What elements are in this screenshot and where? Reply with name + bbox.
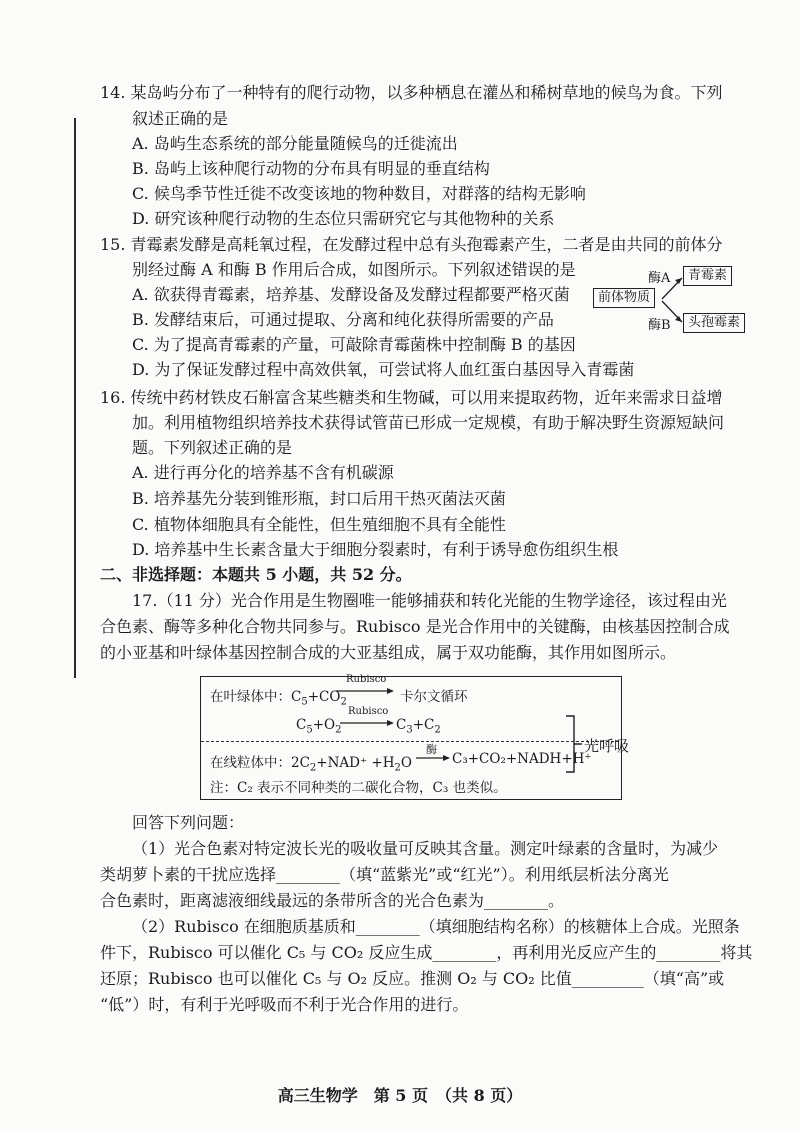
- chloroplast-reaction: 在叶绿体中：$C_5+CO_2$: [210, 689, 347, 708]
- q15-option-a: A. 欲获得青霉素，培养基、发酵设备及发酵过程都要严格灭菌: [132, 285, 570, 304]
- box-note: 注：C₂ 表示不同种类的二碳化合物，C₃ 也类似。: [210, 780, 507, 796]
- q17-stem-line3: 的小亚基和叶绿体基因控制合成的大亚基组成，属于双功能酶，其作用如图所示。: [100, 643, 677, 662]
- eq3-nad: +NAD⁺ +H: [316, 755, 395, 771]
- q17-stem-line1: 17.（11 分）光合作用是生物圈唯一能够捕获和转化光能的生物学途径，该过程由光: [132, 591, 727, 610]
- enzyme-b-label: 酶B: [648, 318, 671, 333]
- q17-part1-line2: 类胡萝卜素的干扰应选择________（填“蓝紫光”或“红光”）。利用纸层析法分离光: [100, 865, 669, 884]
- q17-part2-line2: 件下，Rubisco 可以催化 C₅ 与 CO₂ 反应生成________，再利用光反应产生的________将其: [100, 943, 753, 962]
- box-divider: [201, 741, 619, 742]
- q14-option-b: B. 岛屿上该种爬行动物的分布具有明显的垂直结构: [132, 159, 490, 178]
- enzyme-label: 酶: [426, 743, 437, 756]
- q14-option-c: C. 候鸟季节性迁徙不改变该地的物种数目，对群落的结构无影响: [132, 184, 586, 203]
- q14-option-d: D. 研究该种爬行动物的生态位只需研究它与其他物种的关系: [132, 209, 555, 228]
- eq2-o: +O: [312, 717, 336, 733]
- enzyme-a-label: 酶A: [648, 271, 671, 286]
- q16-stem-line2: 加。利用植物组织培养技术获得试管苗已形成一定规模，有助于解决野生资源短缺问: [132, 413, 725, 432]
- chloroplast-prefix: 在叶绿体中：C: [210, 689, 302, 705]
- q15-option-c: C. 为了提高青霉素的产量，可敲除青霉菌株中控制酶 B 的基因: [132, 335, 576, 354]
- rubisco-label-1: Rubisco: [346, 674, 387, 685]
- q17-part1-line3: 合色素时，距离滤液细线最远的条带所含的光合色素为________。: [100, 891, 565, 910]
- eq2-c: C: [296, 717, 307, 733]
- rubisco-label-2: Rubisco: [348, 706, 389, 717]
- q17-part2-line3: 还原；Rubisco 也可以催化 C₅ 与 O₂ 反应。推测 O₂ 与 CO₂ 比值_________（填“高”或: [100, 969, 725, 988]
- mito-prefix: 在线粒体中：2C: [210, 755, 310, 771]
- q14-stem-line1: 14. 某岛屿分布了一种特有的爬行动物，以多种栖息在灌丛和稀树草地的候鸟为食。下列: [100, 83, 723, 102]
- q15-stem-line2: 别经过酶 A 和酶 B 作用后合成，如图所示。下列叙述错误的是: [132, 260, 576, 279]
- reaction-arrow-2: [340, 718, 396, 728]
- q15-option-b: B. 发酵结束后，可通过提取、分离和纯化获得所需要的产品: [132, 310, 554, 329]
- eq3-o: O: [400, 755, 412, 771]
- q17-part2-line4: “低”）时，有利于光呼吸而不利于光合作用的进行。: [100, 995, 469, 1014]
- q17-part2-line1: （2）Rubisco 在细胞质基质和________（填细胞结构名称）的核糖体上合成。光照条: [132, 917, 740, 936]
- q15-option-d: D. 为了保证发酵过程中高效供氧，可尝试将人血红蛋白基因导入青霉菌: [132, 360, 635, 379]
- q16-option-d: D. 培养基中生长素含量大于细胞分裂素时，有利于诱导愈伤组织生根: [132, 540, 619, 559]
- q14-option-a: A. 岛屿生态系统的部分能量随候鸟的迁徙流出: [132, 134, 458, 153]
- q17-answer-intro: 回答下列问题：: [132, 813, 245, 832]
- q16-stem-line3: 题。下列叙述正确的是: [132, 438, 293, 457]
- mitochondria-reaction: 在线粒体中：$2C_2+NAD^+ +H_2O$: [210, 755, 412, 774]
- eq2-c2: +C: [412, 717, 435, 733]
- q17-stem-line2: 合色素、酶等多种化合物共同参与。Rubisco 是光合作用中的关键酶，由核基因控制合成: [100, 617, 730, 636]
- branch-arrows: [660, 270, 686, 330]
- penicillin-box: 青霉素: [683, 266, 732, 286]
- q14-stem-line2: 叙述正确的是: [132, 109, 229, 128]
- binding-margin-line: [74, 118, 76, 678]
- mitochondria-products: C₃+CO₂+NADH+H⁺: [452, 751, 592, 767]
- precursor-box: 前体物质: [593, 288, 655, 308]
- reaction-arrow-1: [336, 686, 396, 696]
- calvin-cycle-label: 卡尔文循环: [400, 689, 468, 705]
- q15-stem-line1: 15. 青霉素发酵是高耗氧过程，在发酵过程中总有头孢霉素产生，二者是由共同的前体分: [100, 235, 723, 254]
- oxygenation-products: $C_3+C_2$: [396, 717, 441, 736]
- photorespiration-bracket: [562, 712, 586, 776]
- eq2-c3: C: [396, 717, 407, 733]
- q17-part1-line1: （1）光合色素对特定波长光的吸收量可反映其含量。测定叶绿素的含量时，为减少: [132, 839, 719, 858]
- q16-option-b: B. 培养基先分装到锥形瓶，封口后用干热灭菌法灭菌: [132, 489, 506, 508]
- oxygenation-reaction: $C_5+O_2$: [296, 717, 342, 736]
- eq1-co: +CO: [307, 689, 341, 705]
- section-2-heading: 二、非选择题：本题共 5 小题，共 52 分。: [100, 565, 412, 584]
- q16-stem-line1: 16. 传统中药材铁皮石斛富含某些糖类和生物碱，可以用来提取药物，近年来需求日益增: [100, 388, 723, 407]
- q16-option-a: A. 进行再分化的培养基不含有机碳源: [132, 463, 394, 482]
- q16-option-c: C. 植物体细胞具有全能性，但生殖细胞不具有全能性: [132, 515, 506, 534]
- page-footer: 高三生物学 第 5 页 （共 8 页）: [277, 1086, 523, 1105]
- photorespiration-label: 光呼吸: [584, 737, 630, 755]
- cephalosporin-box: 头孢霉素: [683, 313, 745, 333]
- reaction-arrow-3: [416, 753, 452, 763]
